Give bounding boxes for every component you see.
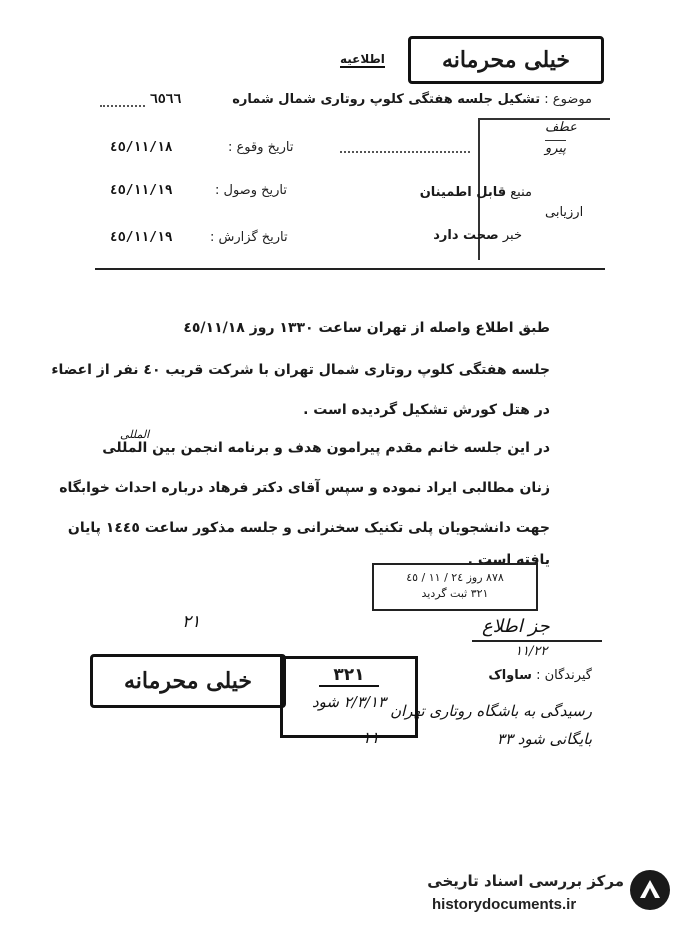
number-box (280, 656, 418, 738)
body-line-2: جلسه هفتگی کلوپ روتاری شمال تهران با شرکت قریب ٤٠ نفر از اعضاء (51, 362, 550, 378)
recipients-line (488, 668, 592, 683)
registration-stamp (372, 563, 538, 611)
registration-stamp-line1: ٨٧٨ روز ٢٤ / ١١ / ٤٥ (406, 571, 504, 584)
news-line (433, 228, 522, 243)
body-line-7: یافته است . (467, 552, 550, 568)
evaluation-label: ارزیابی (545, 205, 584, 220)
handwritten-jam: جز اطلاع (482, 616, 550, 637)
date-report-value: ٤٥/١١/١٩ (110, 230, 173, 245)
recipients-value: ساواک (488, 668, 532, 683)
side-box-line2: پیرو (545, 141, 566, 156)
source-value: قابل اطمینان (419, 185, 507, 200)
header-divider (95, 268, 605, 270)
body-line-5: زنان مطالبی ایراد نموده و سپس آقای دکتر فرهاد درباره احداث خوابگاه (59, 480, 550, 496)
stamp-top-text: خیلی محرمانه (441, 47, 571, 73)
source-line (420, 185, 532, 200)
stamp-bottom-text: خیلی محرمانه (123, 668, 253, 694)
number-box-top: ٣٢١ (319, 665, 379, 687)
news-label: خبر (502, 228, 522, 243)
stamp-bottom (90, 654, 286, 708)
body-line-3: در هتل کورش تشکیل گردیده است . (303, 402, 550, 418)
date-received-value: ٤٥/١١/١٩ (110, 183, 173, 198)
footer-url: historydocuments.ir (432, 896, 577, 913)
subject-number: ٦٥٦٦ (150, 92, 182, 107)
subject-dots (100, 104, 145, 107)
registration-stamp-line2: ٣٢١ ثبت گردید (421, 587, 489, 600)
date-occurrence-value: ٤٥/١١/١٨ (110, 140, 173, 155)
date-occurrence-label: تاریخ وقوع : (228, 140, 294, 155)
handwritten-number: ٢١ (182, 612, 201, 632)
source-label: منبع (510, 185, 532, 200)
side-box-line1: عطف (545, 120, 577, 135)
handwritten-jam-date: ١١/٢٢ (515, 644, 548, 659)
subject-label: موضوع : (544, 92, 592, 107)
date-report-label: تاریخ گزارش : (210, 230, 288, 245)
number-box-bottom: ٢/٣/١٣ شود (311, 693, 387, 711)
stamp-top (408, 36, 604, 84)
handwritten-mark: ١١ (362, 728, 380, 747)
footer-logo-icon (628, 868, 672, 912)
body-line-6: جهت دانشجویان پلی تکنیک سخنرانی و جلسه مذکور ساعت ١٤٤٥ پایان (67, 520, 550, 536)
body-line-1: طبق اطلاع واصله از تهران ساعت ١٣٣٠ روز ٤٥/١١/١٨ (183, 320, 550, 336)
recipients-hand-line2: بایگانی شود ٣٣ (496, 730, 592, 748)
stamp-top-tag: اطلاعیه (340, 52, 385, 66)
body-margin-note: المللی (120, 428, 150, 441)
news-value: صحت دارد (433, 228, 499, 243)
source-dots-top (340, 150, 470, 153)
subject-text: تشکیل جلسه هفتگی کلوپ روتاری شمال شماره (232, 92, 541, 107)
date-received-label: تاریخ وصول : (215, 183, 287, 198)
handwritten-underline (472, 640, 602, 642)
footer-title: مرکز بررسی اسناد تاریخی (427, 872, 624, 890)
body-line-4: در این جلسه خانم مقدم پیرامون هدف و برنامه انجمن بین المللی (102, 440, 550, 456)
recipients-hand-line1: رسیدگی به باشگاه روتاری تهران (390, 702, 592, 720)
subject-line (232, 92, 592, 107)
recipients-label: گیرندگان : (536, 668, 592, 683)
